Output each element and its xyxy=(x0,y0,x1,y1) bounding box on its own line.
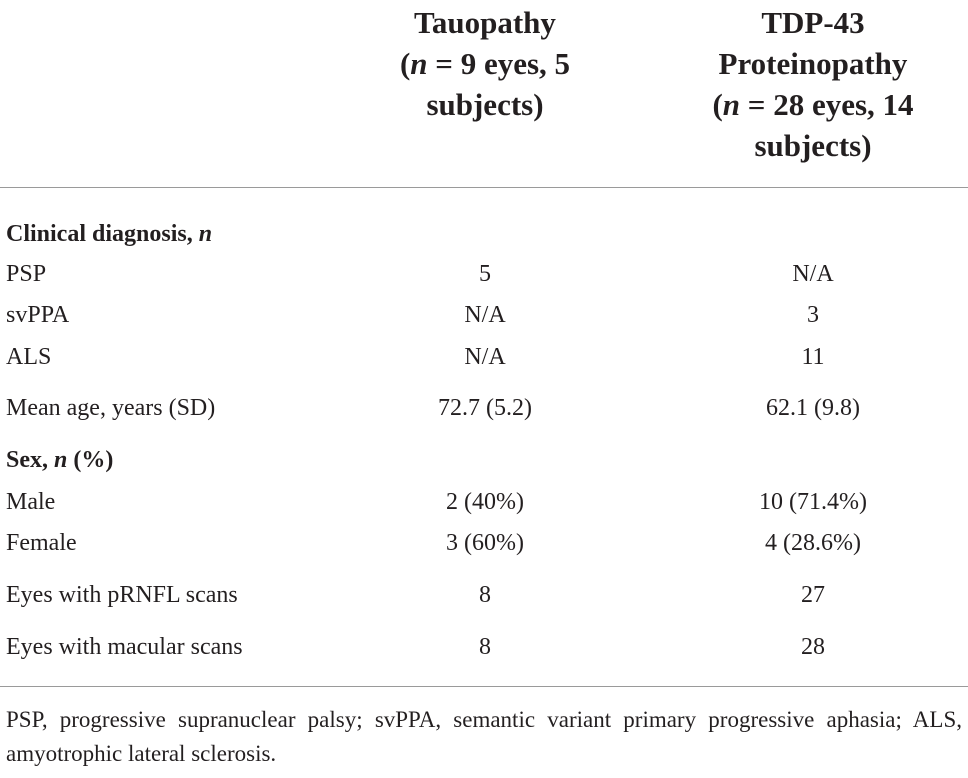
tauopathy-value: 8 xyxy=(479,634,491,660)
tauopathy-value: 3 (60%) xyxy=(446,530,524,556)
tdp43-value: 62.1 (9.8) xyxy=(766,395,860,421)
tdp43-value: 28 xyxy=(801,634,825,660)
tauopathy-value: N/A xyxy=(464,344,506,370)
header-divider xyxy=(0,187,968,188)
column-header-count: (n = 28 eyes, 14 xyxy=(712,87,914,122)
row-label: Eyes with pRNFL scans xyxy=(6,582,238,608)
table-row xyxy=(0,525,968,561)
tauopathy-value: 5 xyxy=(479,261,491,287)
tdp43-value: 27 xyxy=(801,582,825,608)
row-label: svPPA xyxy=(6,302,70,328)
tauopathy-value: 72.7 (5.2) xyxy=(438,395,532,421)
section-row-clinical-diagnosis: Clinical diagnosis, n xyxy=(6,221,213,247)
row-label: Mean age, years (SD) xyxy=(6,395,216,421)
footer-divider xyxy=(0,686,968,687)
row-label: Female xyxy=(6,530,77,556)
section-row-sex: Sex, n (%) xyxy=(6,447,114,473)
column-header-title: Tauopathy xyxy=(414,5,556,40)
tauopathy-value: 2 (40%) xyxy=(446,489,524,515)
tdp43-value: 11 xyxy=(801,344,825,370)
row-label: Male xyxy=(6,489,56,515)
table-row xyxy=(0,339,968,375)
column-header-title: TDP-43 xyxy=(761,5,865,40)
column-header-tdp43 xyxy=(660,2,966,166)
row-label: PSP xyxy=(6,261,47,287)
column-header-tauopathy xyxy=(340,2,630,125)
table-row xyxy=(0,484,968,520)
column-header-count-cont: subjects) xyxy=(754,128,872,163)
table-row xyxy=(0,577,968,613)
table-row xyxy=(0,390,968,426)
tdp43-value: 4 (28.6%) xyxy=(765,530,861,556)
tdp43-value: 3 xyxy=(807,302,819,328)
tdp43-value: 10 (71.4%) xyxy=(759,489,867,515)
row-label: Eyes with macular scans xyxy=(6,634,243,660)
table-footnote: PSP, progressive supranuclear palsy; svPPA, semantic variant primary progressive aphasia; ALS, amyotrophic lateral sclerosis. xyxy=(6,707,962,766)
table-row xyxy=(0,256,968,292)
column-header-count: (n = 9 eyes, 5 xyxy=(399,46,571,81)
tauopathy-value: 8 xyxy=(479,582,491,608)
row-label: ALS xyxy=(6,344,52,370)
column-header-title-cont: Proteinopathy xyxy=(718,46,908,81)
table-row xyxy=(0,297,968,333)
column-header-count-cont: subjects) xyxy=(426,87,544,122)
table-row xyxy=(0,629,968,665)
tdp43-value: N/A xyxy=(792,261,834,287)
tauopathy-value: N/A xyxy=(464,302,506,328)
